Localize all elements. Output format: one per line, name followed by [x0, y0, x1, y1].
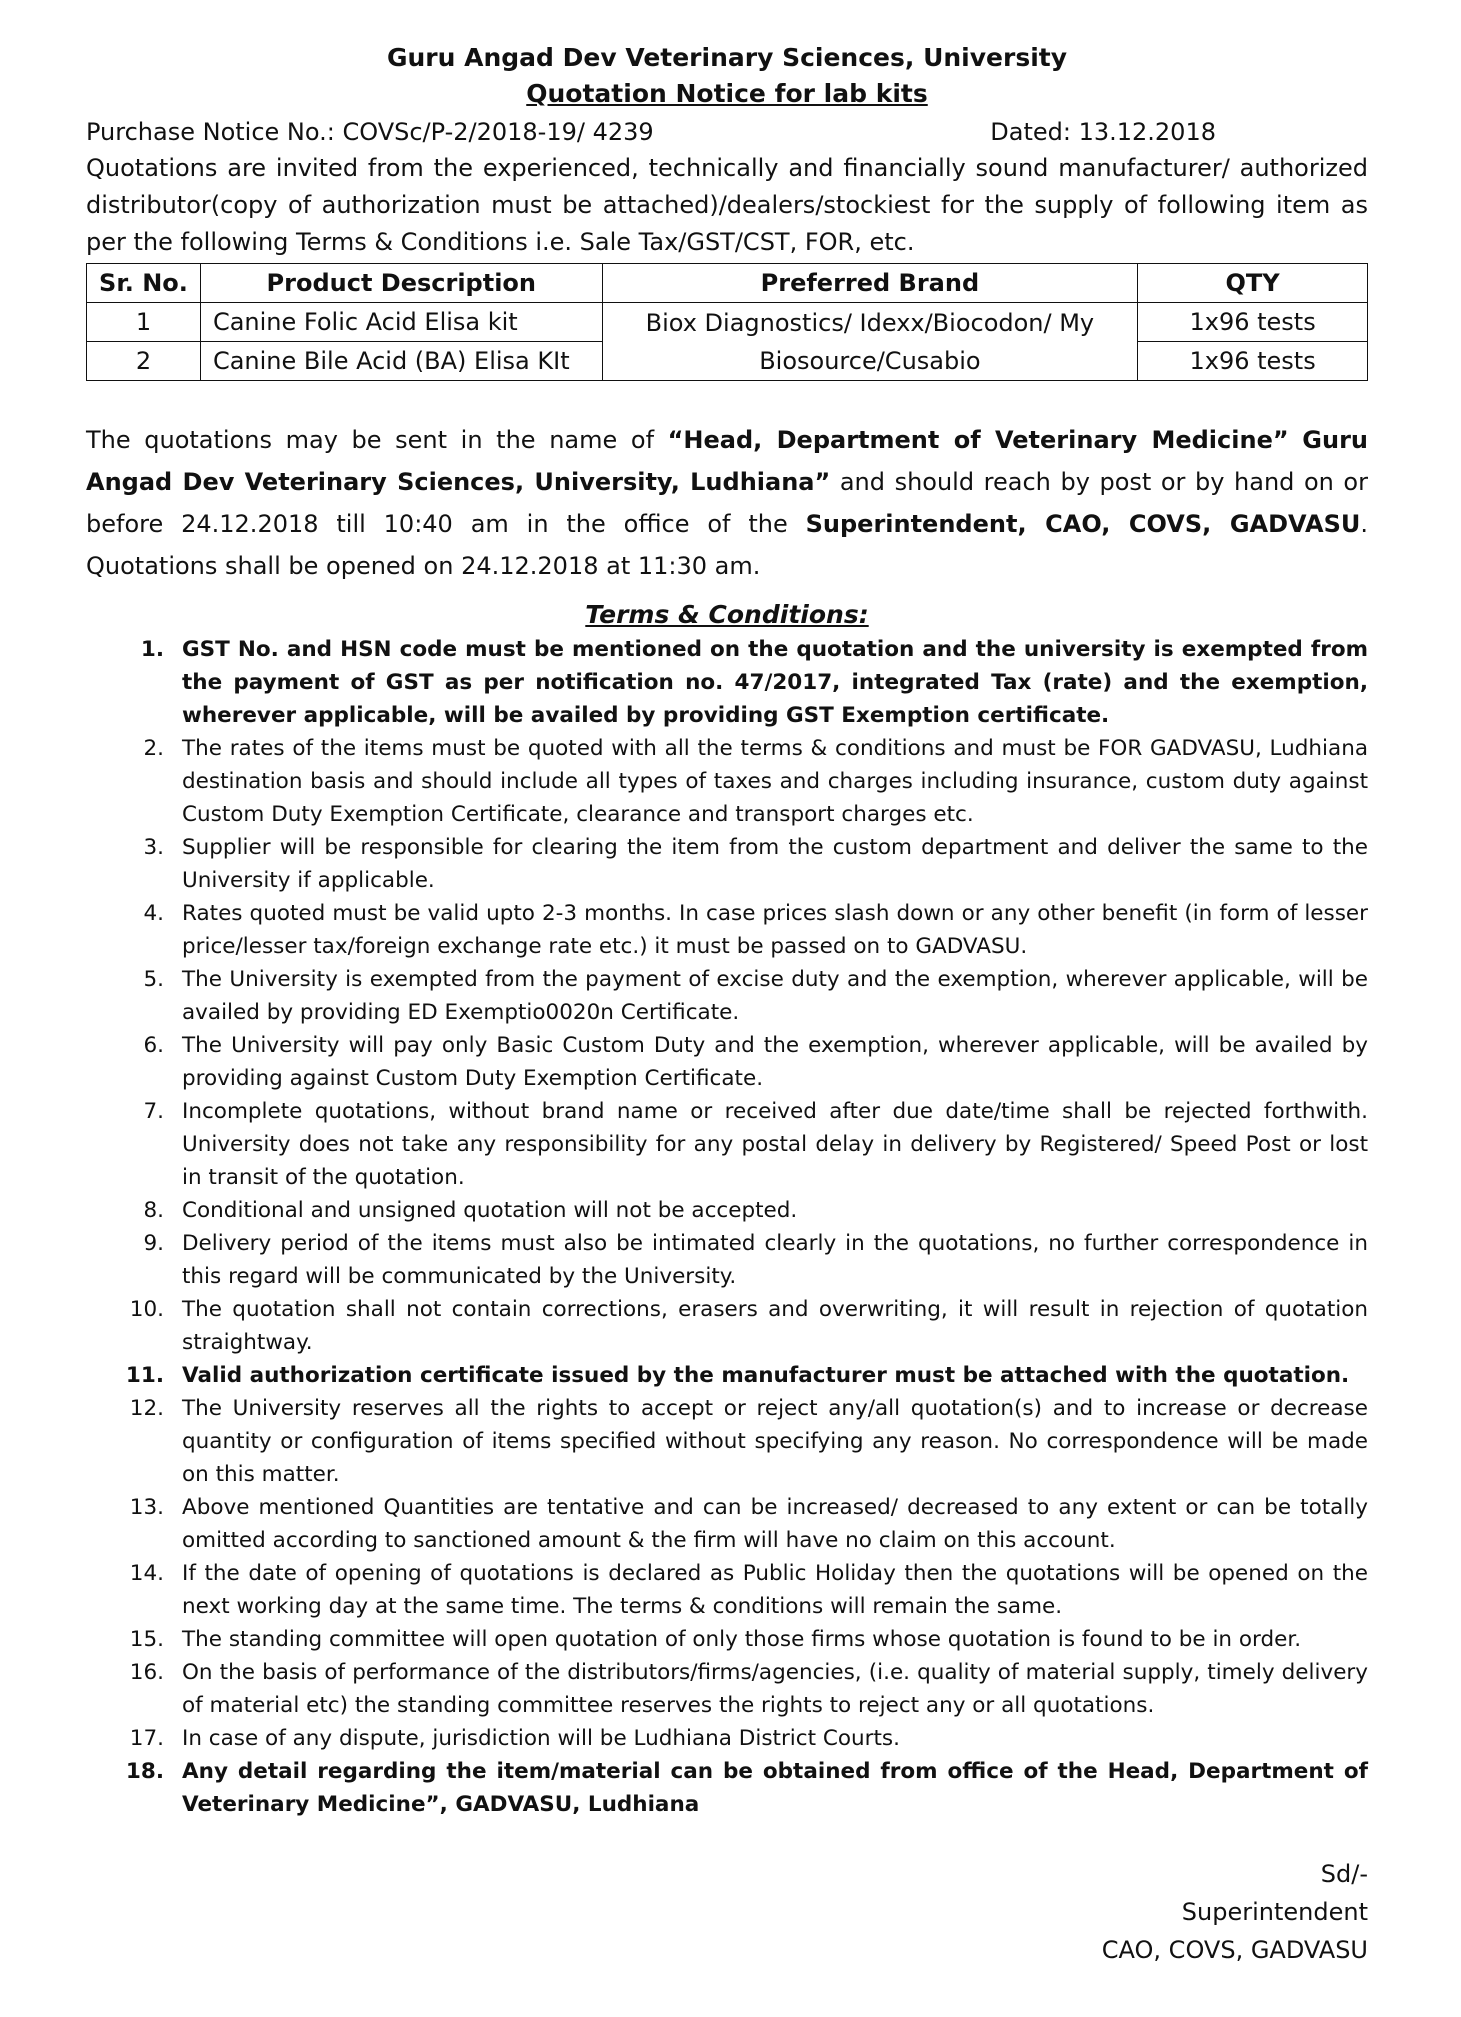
- list-item: [86, 1359, 1368, 1392]
- term-number: 3.: [143, 835, 164, 860]
- terms-heading: Terms & Conditions:: [585, 600, 869, 629]
- term-number: 10.: [129, 1297, 164, 1322]
- term-number: 12.: [129, 1396, 164, 1421]
- list-item: [86, 1722, 1368, 1755]
- signature-block: [1102, 1855, 1368, 1969]
- term-number: 6.: [143, 1033, 164, 1058]
- term-text: The rates of the items must be quoted with all the terms & conditions and must be FOR GADVASU, Ludhiana destination basis and should include all types of taxes and charges including insurance, custom duty against Custom Duty Exemption Certificate, clearance and transport charges etc.: [182, 736, 1368, 827]
- term-text: Above mentioned Quantities are tentative and can be increased/ decreased to any extent or can be totally omitted according to sanctioned amount & the firm will have no claim on this account.: [182, 1495, 1368, 1553]
- intro-paragraph: Quotations are invited from the experienced, technically and financially sound manufacturer/ authorized distributor(copy of authorization must be attached)/dealers/stockiest for the supply of following item as per the following Terms & Conditions i.e. Sale Tax/GST/CST, FOR, etc.: [86, 154, 1368, 256]
- list-item: [86, 963, 1368, 1029]
- col-header-qty: QTY: [1138, 264, 1368, 303]
- table-row: [87, 303, 1368, 342]
- cell-sr-no: 1: [87, 303, 201, 342]
- term-text: On the basis of performance of the distributors/firms/agencies, (i.e. quality of material supply, timely delivery of material etc) the standing committee reserves the rights to reject any or all quotations.: [182, 1660, 1368, 1718]
- signature-office: CAO, COVS, GADVASU: [1101, 1936, 1368, 1964]
- list-item: [86, 732, 1368, 831]
- notice-date: Dated: 13.12.2018: [990, 118, 1216, 146]
- term-number: 5.: [143, 967, 164, 992]
- list-item: [86, 1029, 1368, 1095]
- term-text: Delivery period of the items must also be intimated clearly in the quotations, no further correspondence in this regard will be communicated by the University.: [182, 1231, 1368, 1289]
- submission-paragraph: [86, 419, 1368, 587]
- submission-addressee: “Head, Department of Veterinary Medicine”: [667, 426, 1289, 454]
- term-text: Any detail regarding the item/material can be obtained from office of the Head, Department of Veterinary Medicine”, GADVASU, Ludhiana: [182, 1759, 1368, 1817]
- term-number: 4.: [143, 901, 164, 926]
- signature-designation: Superintendent: [1181, 1898, 1368, 1926]
- term-text: The standing committee will open quotation of only those firms whose quotation is found to be in order.: [182, 1627, 1302, 1652]
- term-number: 17.: [129, 1726, 164, 1751]
- institution-name: Guru Angad Dev Veterinary Sciences, University: [386, 43, 1068, 72]
- term-text: The University will pay only Basic Custom Duty and the exemption, wherever applicable, will be availed by providing against Custom Duty Exemption Certificate.: [182, 1033, 1368, 1091]
- term-text: In case of any dispute, jurisdiction will be Ludhiana District Courts.: [182, 1726, 900, 1751]
- submission-office: Superintendent, CAO, COVS, GADVASU: [805, 510, 1361, 538]
- signature-sd: Sd/-: [1320, 1860, 1368, 1888]
- list-item: [86, 1557, 1368, 1623]
- term-text: The quotation shall not contain corrections, erasers and overwriting, it will result in rejection of quotation straightway.: [182, 1297, 1368, 1355]
- list-item: [86, 1227, 1368, 1293]
- term-text: Valid authorization certificate issued by the manufacturer must be attached with the quotation.: [182, 1363, 1350, 1388]
- term-number: 14.: [129, 1561, 164, 1586]
- submission-university: Guru Angad Dev Veterinary Sciences, University, Ludhiana”: [86, 426, 1368, 496]
- list-item: [86, 1755, 1368, 1821]
- term-text: If the date of opening of quotations is declared as Public Holiday then the quotations will be opened on the next working day at the same time. The terms & conditions will remain the same.: [182, 1561, 1368, 1619]
- term-number: 8.: [143, 1198, 164, 1223]
- submission-text: The quotations may be sent in the name of: [86, 426, 668, 454]
- items-table: [86, 263, 1368, 381]
- term-text: Incomplete quotations, without brand name or received after due date/time shall be rejected forthwith. University does not take any responsibility for any postal delay in delivery by Registered/ Speed Post or lost in transit of the quotation.: [182, 1099, 1368, 1190]
- term-text: The University is exempted from the payment of excise duty and the exemption, wherever applicable, will be availed by providing ED Exemptio0020n Certificate.: [182, 967, 1368, 1025]
- term-number: 18.: [125, 1759, 164, 1784]
- term-number: 9.: [143, 1231, 164, 1256]
- list-item: [86, 1656, 1368, 1722]
- term-number: 13.: [129, 1495, 164, 1520]
- terms-list: [86, 633, 1368, 1821]
- list-item: [86, 831, 1368, 897]
- term-number: 2.: [143, 736, 164, 761]
- notice-meta-row: [86, 114, 1368, 150]
- submission-text: . Quotations shall be opened on 24.12.2018 at 11:30 am.: [86, 510, 1368, 580]
- submission-text: and should reach by post or by hand on or before 24.12.2018 till 10:40 am in the office of the: [86, 468, 1368, 538]
- cell-qty: 1x96 tests: [1138, 342, 1368, 381]
- cell-product: Canine Bile Acid (BA) Elisa KIt: [200, 342, 602, 381]
- col-header-sr-no: Sr. No.: [87, 264, 201, 303]
- cell-preferred-brand: Biox Diagnostics/ Idexx/Biocodon/ My Biosource/Cusabio: [602, 303, 1138, 381]
- term-text: Conditional and unsigned quotation will not be accepted.: [182, 1198, 798, 1223]
- term-number: 1.: [140, 637, 164, 662]
- term-text: Supplier will be responsible for clearing the item from the custom department and deliver the same to the University if applicable.: [182, 835, 1368, 893]
- col-header-product: Product Description: [200, 264, 602, 303]
- list-item: [86, 1095, 1368, 1194]
- list-item: [86, 1194, 1368, 1227]
- notice-title: Quotation Notice for lab kits: [526, 79, 928, 108]
- list-item: [86, 897, 1368, 963]
- cell-product: Canine Folic Acid Elisa kit: [200, 303, 602, 342]
- list-item: [86, 1491, 1368, 1557]
- cell-qty: 1x96 tests: [1138, 303, 1368, 342]
- submission-text: [1289, 426, 1303, 454]
- term-text: GST No. and HSN code must be mentioned on the quotation and the university is exempted from the payment of GST as per notification no. 47/2017, integrated Tax (rate) and the exemption, wherever applicable, will be availed by providing GST Exemption certificate.: [182, 637, 1368, 728]
- term-number: 11.: [125, 1363, 164, 1388]
- purchase-notice-number: Purchase Notice No.: COVSc/P-2/2018-19/ 4239: [86, 118, 654, 146]
- list-item: [86, 1623, 1368, 1656]
- list-item: [86, 1293, 1368, 1359]
- list-item: [86, 1392, 1368, 1491]
- term-number: 7.: [143, 1099, 164, 1124]
- term-text: Rates quoted must be valid upto 2-3 months. In case prices slash down or any other benefit (in form of lesser price/lesser tax/foreign exchange rate etc.) it must be passed on to GADVASU.: [182, 901, 1368, 959]
- term-number: 16.: [129, 1660, 164, 1685]
- col-header-brand: Preferred Brand: [602, 264, 1138, 303]
- table-header-row: [87, 264, 1368, 303]
- term-text: The University reserves all the rights to accept or reject any/all quotation(s) and to increase or decrease quantity or configuration of items specified without specifying any reason. No correspondence will be made on this matter.: [182, 1396, 1368, 1487]
- list-item: [86, 633, 1368, 732]
- term-number: 15.: [129, 1627, 164, 1652]
- document-page: [86, 40, 1368, 1821]
- cell-sr-no: 2: [87, 342, 201, 381]
